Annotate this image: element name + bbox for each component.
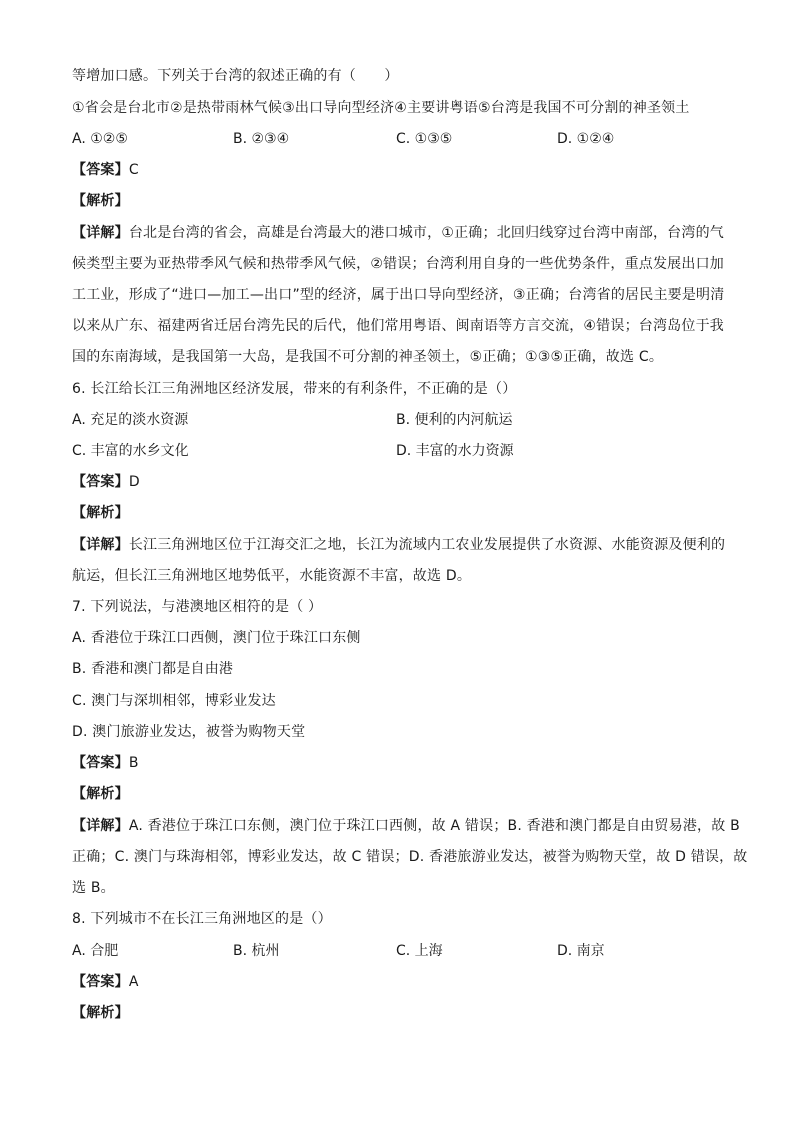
q7-option-d: D. 澳门旅游业发达，被誉为购物天堂 [72,724,306,740]
q7-detail-line-3: 选 B。 [72,880,115,896]
detail-text: A. 香港位于珠江口东侧，澳门位于珠江口西侧，故 A 错误；B. 香港和澳门都是自由贸易港，故 B [128,818,740,834]
q7-stem: 7. 下列说法，与港澳地区相符的是（ ） [72,599,323,615]
q5-option-d: D. ①②④ [557,131,615,147]
answer-label: 【答案】 [72,974,129,990]
answer-value: B [128,755,139,771]
q8-option-b: B. 杭州 [233,943,280,959]
q5-answer [72,160,139,180]
detail-text: 长江三角洲地区位于江海交汇之地，长江为流域内工农业发展提供了水资源、水能资源及便利的 [128,537,726,553]
q6-stem: 6. 长江给长江三角洲地区经济发展，带来的有利条件，不正确的是（） [72,381,517,397]
q7-option-c: C. 澳门与深圳相邻，博彩业发达 [72,693,276,709]
q5-detail-line-5: 国的东南海域，是我国第一大岛，是我国不可分割的神圣领土，⑤正确；①③⑤正确，故选 C。 [72,349,664,365]
q5-analysis-label: 【解析】 [72,193,129,209]
q5-statements: ①省会是台北市②是热带雨林气候③出口导向型经济④主要讲粤语⑤台湾是我国不可分割的神圣领土 [72,100,690,116]
q8-answer [72,972,139,992]
q6-option-d: D. 丰富的水力资源 [396,443,514,459]
q8-analysis-label: 【解析】 [72,1005,129,1021]
q5-detail-line-3: 工工业，形成了“进口—加工—出口”型的经济，属于出口导向型经济，③正确；台湾省的居民主要是明清 [72,287,725,303]
answer-label: 【答案】 [72,755,129,771]
q6-detail-line-1 [72,535,724,555]
q6-detail-line-2: 航运，但长江三角洲地区地势低平，水能资源不丰富，故选 D。 [72,568,472,584]
detail-label: 【详解】 [72,818,129,834]
detail-text: 台北是台湾的省会，高雄是台湾最大的港口城市，①正确；北回归线穿过台湾中南部，台湾的气 [128,225,724,241]
q8-option-c: C. 上海 [396,943,443,959]
q6-analysis-label: 【解析】 [72,505,129,521]
answer-label: 【答案】 [72,474,129,490]
answer-value: A [128,974,139,990]
q5-option-a: A. ①②⑤ [72,131,128,147]
q8-option-d: D. 南京 [557,943,605,959]
q6-answer [72,472,140,492]
q7-detail-line-1 [72,816,740,836]
detail-label: 【详解】 [72,537,129,553]
q5-option-c: C. ①③⑤ [396,131,453,147]
answer-label: 【答案】 [72,162,129,178]
q5-stem-tail: 等增加口感。下列关于台湾的叙述正确的有（ ） [72,68,399,84]
q6-option-c: C. 丰富的水乡文化 [72,443,189,459]
q5-option-b: B. ②③④ [233,131,290,147]
q7-analysis-label: 【解析】 [72,786,129,802]
q7-option-b: B. 香港和澳门都是自由港 [72,661,234,677]
q8-stem: 8. 下列城市不在长江三角洲地区的是（） [72,911,332,927]
detail-label: 【详解】 [72,225,129,241]
q8-option-a: A. 合肥 [72,943,119,959]
answer-value: D [128,474,140,490]
answer-value: C [128,162,139,178]
q6-option-a: A. 充足的淡水资源 [72,412,189,428]
q7-option-a: A. 香港位于珠江口西侧，澳门位于珠江口东侧 [72,630,361,646]
q6-option-b: B. 便利的内河航运 [396,412,513,428]
q5-detail-line-2: 候类型主要为亚热带季风气候和热带季风气候，②错误；台湾利用自身的一些优势条件，重点发展出口加 [72,256,724,272]
q5-detail-line-1 [72,223,724,243]
q7-answer [72,753,139,773]
q5-detail-line-4: 以来从广东、福建两省迁居台湾先民的后代，他们常用粤语、闽南语等方言交流，④错误；台湾岛位于我 [72,318,724,334]
q7-detail-line-2: 正确；C. 澳门与珠海相邻，博彩业发达，故 C 错误；D. 香港旅游业发达，被誉为购物天堂，故 D 错误，故 [72,849,748,865]
